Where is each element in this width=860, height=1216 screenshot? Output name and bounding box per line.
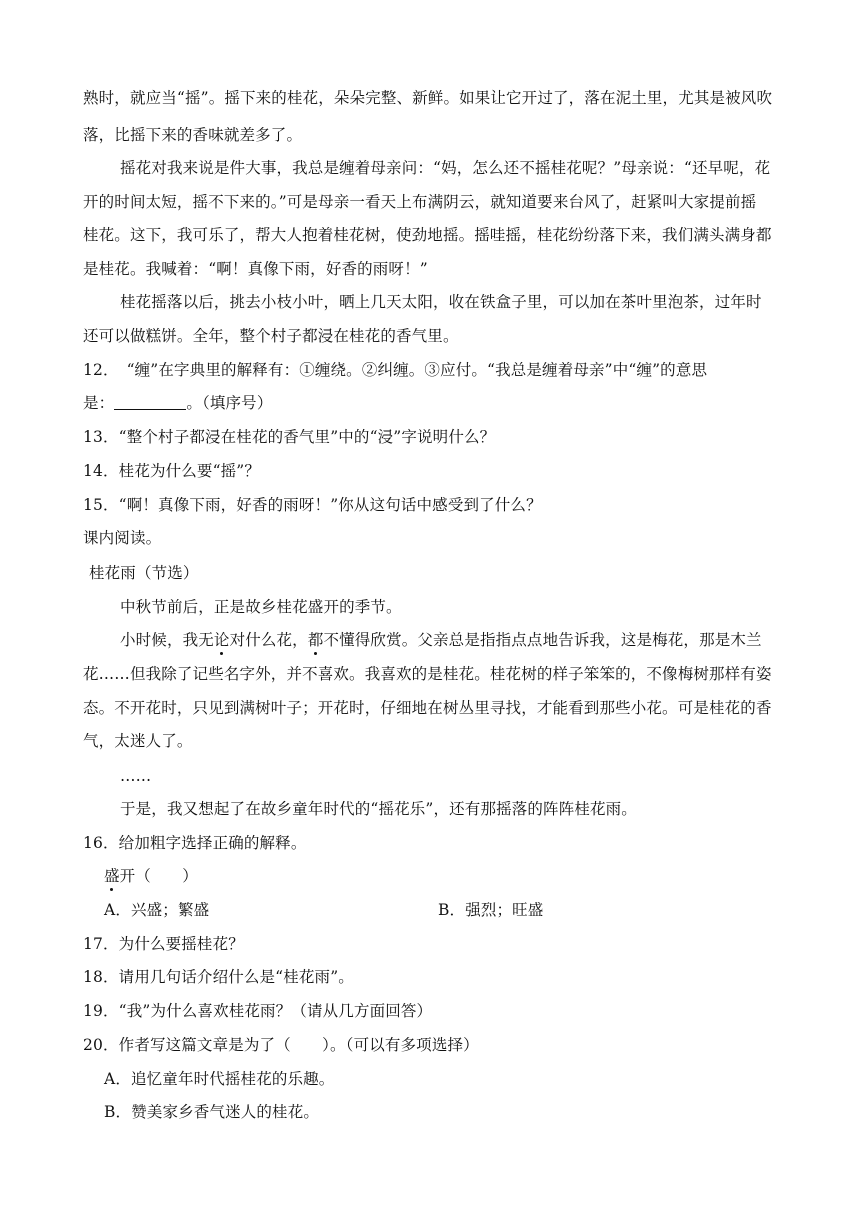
question-18: 18．请用几句话介绍什么是“桂花雨”。 [83, 968, 354, 986]
question-20-option-b[interactable]: B．赞美家乡香气迷人的桂花。 [104, 1103, 319, 1121]
passage1-para2-line-3: 桂花。这下，我可乐了，帮大人抱着桂花树，使劲地摇。摇哇摇，桂花纷纷落下来，我们满头满身都 [83, 226, 772, 244]
passage2-title: 桂花雨（节选） [89, 564, 199, 582]
passage1-para2-line-1: 摇花对我来说是件大事，我总是缠着母亲问：“妈，怎么还不摇桂花呢？”母亲说：“还早呢，花 [120, 159, 771, 177]
text-segment: 对什么花， [229, 631, 308, 649]
passage1-para3-line-1: 桂花摇落以后，挑去小枝小叶，晒上几天太阳，收在铁盒子里，可以加在茶叶里泡茶，过年时 [120, 293, 762, 311]
question-16-option-a[interactable]: A．兴盛；繁盛 [104, 901, 210, 919]
question-12-prefix: 是： [83, 394, 115, 412]
dotted-char: 盛 [104, 867, 120, 885]
passage1-para3-line-2: 还可以做糕饼。全年，整个村子都浸在桂花的香气里。 [83, 327, 459, 345]
answer-blank[interactable] [114, 395, 186, 410]
question-12-line-1: 12． “缠”在字典里的解释有：①缠绕。②纠缠。③应付。“我总是缠着母亲”中“缠”的意思 [83, 361, 708, 379]
question-14: 14．桂花为什么要“摇”？ [83, 462, 261, 480]
dotted-char: 论 [213, 631, 230, 649]
question-16-stem: 16．给加粗字选择正确的解释。 [83, 834, 307, 852]
question-17: 17．为什么要摇桂花？ [83, 935, 244, 953]
question-12-line-2 [83, 393, 783, 413]
dotted-char: 都 [307, 631, 324, 649]
passage2-para3: 于是，我又想起了在故乡童年时代的“摇花乐”，还有那摇落的阵阵桂花雨。 [120, 800, 637, 818]
question-20-stem: 20．作者写这篇文章是为了（ ）。（可以有多项选择） [83, 1036, 479, 1054]
passage1-line-1: 熟时，就应当“摇”。摇下来的桂花，朵朵完整、新鲜。如果让它开过了，落在泥土里，尤其是被风吹 [83, 89, 773, 107]
text-segment: 不懂得欣赏。父亲总是指指点点地告诉我，这是梅花，那是木兰 [323, 631, 762, 649]
text-segment: 小时候，我无 [120, 631, 214, 649]
question-13: 13．“整个村子都浸在桂花的香气里”中的“浸”字说明什么？ [83, 428, 496, 446]
question-16-option-b[interactable]: B．强烈；旺盛 [438, 901, 544, 919]
question-16-word [104, 866, 804, 886]
passage2-para2-line-3: 态。不开花时，只见到满树叶子；开花时，仔细地在树丛里寻找，才能看到那些小花。可是桂花的香 [83, 699, 772, 717]
passage2-para2-line-1 [120, 630, 820, 650]
passage2-ellipsis: …… [120, 767, 152, 785]
passage1-para2-line-4: 是桂花。我喊着：“啊！真像下雨，好香的雨呀！” [83, 260, 428, 278]
passage1-line-2: 落，比摇下来的香味就差多了。 [83, 126, 303, 144]
passage2-para1: 中秋节前后，正是故乡桂花盛开的季节。 [120, 598, 402, 616]
question-15: 15．“啊！真像下雨，好香的雨呀！”你从这句话中感受到了什么？ [83, 496, 542, 514]
passage2-para2-line-4: 气，太迷人了。 [83, 732, 193, 750]
passage1-para2-line-2: 开的时间太短，摇不下来的。”可是母亲一看天上布满阴云，就知道要来台风了，赶紧叫大家提前摇 [83, 193, 757, 211]
text-segment: 开（ ） [119, 867, 198, 885]
question-20-option-a[interactable]: A．追忆童年时代摇桂花的乐趣。 [104, 1070, 335, 1088]
section-label: 课内阅读。 [83, 529, 162, 547]
question-19: 19．“我”为什么喜欢桂花雨？（请从几方面回答） [83, 1002, 433, 1020]
question-12-suffix: 。（填序号） [186, 394, 273, 412]
passage2-para2-line-2: 花……但我除了记些名字外，并不喜欢。我喜欢的是桂花。桂花树的样子笨笨的，不像梅树那样有姿 [83, 665, 772, 683]
